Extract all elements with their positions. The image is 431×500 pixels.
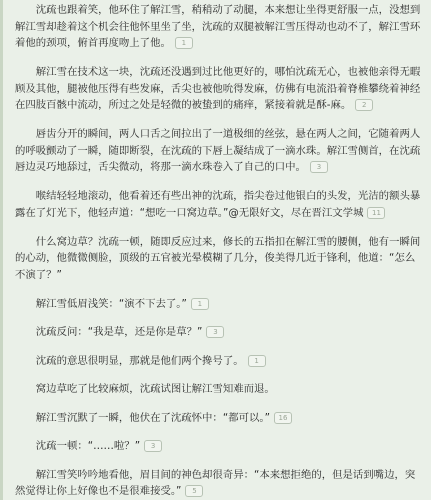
paragraph <box>15 188 422 221</box>
paragraph-text: 唇齿分开的瞬间，两人口舌之间拉出了一道极细的丝弦，悬在两人之间，它随着两人的呼吸颤动了一瞬，随即断裂，在沈疏的下唇上凝结成了一滴水珠。解江雪侧首，在沈疏唇边灵巧地舔过，舌尖微动，将那一滴水珠卷入了自己的口中。 <box>15 128 421 173</box>
paragraph <box>15 234 422 284</box>
paragraph-text: 解江雪在技术这一块，沈疏还没遇到过比他更好的，哪怕沈疏无心，也被他亲得无暇顾及其他，腿被他压得有些发麻，舌尖也被他吮得发麻，仿佛有电流沿着脊椎攀绕着神经在四肢百骸中流动，所过之处是轻微的被蛰到的痛痒，紧接着就是酥-麻。 <box>15 66 421 111</box>
paragraph-text: 窝边草吃了比较麻烦，沈疏试图让解江雪知难而退。 <box>35 383 275 395</box>
comment-count-badge[interactable]: 11 <box>367 207 385 219</box>
paragraph-text: 解江雪笑吟吟地看他，眉目间的神色却很奇异：“本来想拒绝的，但是话到嘴边，突然觉得让你上好像也不是很难接受。” <box>15 468 416 497</box>
comment-count-badge[interactable]: 2 <box>355 99 373 111</box>
paragraph <box>15 324 422 341</box>
paragraph <box>15 438 422 455</box>
paragraph <box>15 410 422 427</box>
comment-count-badge[interactable]: 3 <box>310 161 328 173</box>
paragraph-text: 沈疏反问：“我是草，还是你是草？” <box>35 326 203 338</box>
comment-count-badge[interactable]: 16 <box>274 412 292 424</box>
comment-count-badge[interactable]: 3 <box>206 326 224 338</box>
paragraph <box>15 2 422 52</box>
paragraph-text: 沈疏的意思很明显，那就是他们两个搀号了。 <box>35 354 244 367</box>
comment-count-badge[interactable]: 1 <box>248 355 266 367</box>
paragraph <box>15 126 422 176</box>
comment-count-badge[interactable]: 1 <box>191 298 209 310</box>
paragraph <box>15 467 422 500</box>
paragraph <box>15 353 422 370</box>
comment-count-badge[interactable]: 5 <box>185 485 203 497</box>
paragraph-text: 沈疏一顿：“……啦？” <box>35 440 141 452</box>
paragraph <box>15 296 422 313</box>
paragraph-text: 喉结轻轻地滚动，他看着还有些出神的沈疏，指尖卷过他银白的头发，光洁的额头暴露在了灯光下，他轻声道：“想吃一口窝边草。”@无限好文，尽在晋江文学城 <box>15 190 421 219</box>
comment-count-badge[interactable]: 3 <box>144 440 162 452</box>
paragraph-text: 沈疏也跟着笑，他环住了解江雪，稍稍动了动腿，本来想让坐得更舒服一点，没想到解江雪却趁着这个机会往他怀里坐了坐，沈疏的双腿被解江雪压得动也动不了，解江雪环着他的颈项，俯首再度吻上了他。 <box>15 4 421 49</box>
paragraph-text: 解江雪低眉浅笑：“演不下去了。” <box>35 297 187 310</box>
paragraph <box>15 381 422 398</box>
paragraph <box>15 64 422 114</box>
comment-count-badge[interactable]: 1 <box>175 37 193 49</box>
paragraph-text: 解江雪沉默了一瞬，他伏在了沈疏怀中：“都可以。” <box>35 411 270 424</box>
paragraph-text: 什么窝边草？沈疏一顿，随即反应过来，修长的五指扣在解江雪的腰侧，他有一瞬间的心动，他微微侧脸，顶级的五官被光晕模糊了几分，俊美得几近于锋利，他道：“怎么不演了？” <box>15 235 421 281</box>
